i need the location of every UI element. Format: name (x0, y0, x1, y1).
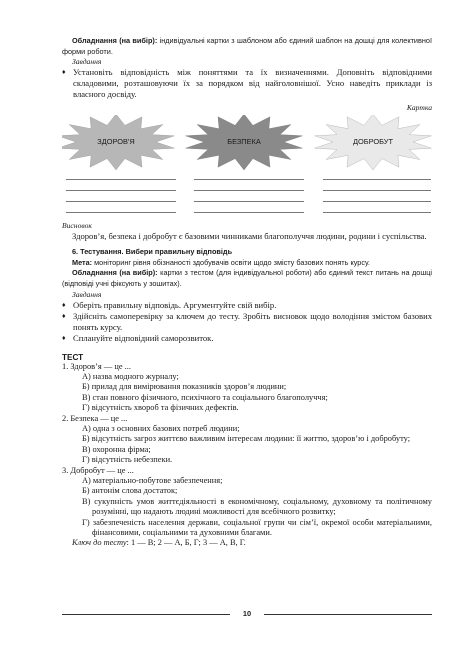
answer-item: Г) забезпеченість населення держави, соціальної групи чи сім’ї, окремої особи матеріальними, фінансовими, соціальними та духовними благами. (82, 517, 432, 538)
answer-item: А) назва модного журналу; (82, 371, 179, 381)
answer-line (66, 201, 176, 202)
equipment-paragraph (62, 36, 432, 57)
answer-item: В) охоронна фірма; (82, 444, 151, 454)
goal-label: Мета: (72, 257, 93, 267)
answer-item: А) матеріально-побутове забезпечення; (82, 476, 223, 486)
answer-line (66, 212, 176, 213)
equipment-label: Обладнання (на вибір): (72, 36, 158, 45)
page-footer (62, 609, 432, 619)
answer-line (194, 201, 304, 202)
task-item: ♦ Оберіть правильну відповідь. Аргументуйте свій вибір. (62, 300, 432, 311)
answer-item: Б) антонім слова достаток; (82, 486, 178, 496)
answer-item: В) сукупність умов життєдіяльності в економічному, соціальному, духовному та політичному розумінні, що надають людині можливості для всебічного розвитку; (82, 496, 432, 517)
answer-line (323, 190, 431, 191)
goal-text: моніторинг рівня обізнаності здобувачів освіти щодо змісту базових понять курсу. (92, 257, 370, 267)
answer-item: А) одна з основних базових потреб людини; (82, 424, 240, 433)
test-title: ТЕСТ (62, 352, 84, 362)
task-item: ♦ Здійсніть самоперевірку за ключем до тесту. Зробіть висновок щодо володіння змістом базових понять курсу. (62, 311, 432, 333)
footer-rule (62, 614, 230, 615)
answer-item: Г) відсутність хвороб та фізичних дефектів. (82, 403, 239, 413)
test-key-text: : 1 — В; 2 — А, Б, Г; 3 — А, В, Г. (126, 538, 246, 548)
equipment-text: індивідуальні картки з шаблоном або єдиний шаблон на дошці для колективної форми роботи. (62, 36, 433, 56)
page-number: 10 (242, 609, 252, 618)
answer-item: Г) відсутність небезпеки. (82, 455, 173, 465)
footer-rule (264, 614, 432, 615)
conclusion-label: Висновок (62, 221, 92, 231)
card-label: Картка (406, 103, 432, 113)
tasks-label: Завдання (72, 289, 102, 299)
test-key (72, 538, 432, 548)
star-label-safety: БЕЗПЕКА (227, 137, 261, 147)
test-key-label: Ключ до тесту (72, 538, 127, 548)
answer-line (323, 201, 431, 202)
star-label-wellbeing: ДОБРОБУТ (352, 137, 393, 147)
answer-item: Б) прилад для вимірювання показників здоров’я людини; (82, 382, 287, 392)
answer-line (194, 190, 304, 191)
equipment-2-text: картки з тестом (для індивідуальної роботи) або єдиний текст питань на дошці (відповіді учні фіксують у зошитах). (62, 268, 432, 288)
answer-line (323, 179, 431, 180)
question-1: 1. Здоров’я — це ... (62, 361, 131, 371)
task-label: Завдання (72, 57, 102, 67)
task-bullet: ♦ Установіть відповідність між поняттями та їх визначеннями. Доповніть відповідними складовими, розташовуючи їх за порядком від найголовнішої. Усно наведіть приклади із власного досвіду. (62, 67, 432, 100)
goal-paragraph (62, 258, 432, 269)
concept-stars (62, 115, 432, 173)
answer-line (194, 179, 304, 180)
answer-line (323, 212, 431, 213)
page-content (62, 36, 432, 549)
question-2: 2. Безпека — це ... (62, 413, 128, 423)
answer-line (66, 179, 176, 180)
question-3: 3. Добробут — це ... (62, 465, 134, 475)
section-6-title: 6. Тестування. Вибери правильну відповідь (72, 247, 233, 257)
answer-item: В) стан повного фізичного, психічного та соціального благополуччя; (82, 392, 328, 402)
equipment-2-label: Обладнання (на вибір): (72, 268, 158, 278)
task-item: ♦ Сплануйте відповідний саморозвиток. (62, 333, 432, 344)
equipment-2-paragraph (62, 268, 432, 289)
answer-line (66, 190, 176, 191)
star-label-health: ЗДОРОВ'Я (97, 137, 135, 147)
answer-item: Б) відсутність загроз життєво важливим інтересам людини: її життю, здоров’ю і добробуту; (82, 434, 411, 444)
answer-lines (62, 173, 432, 221)
conclusion-text: Здоров’я, безпека і добробут є базовими чинниками благополуччя людини, родини і суспільства. (72, 231, 427, 242)
answer-line (194, 212, 304, 213)
